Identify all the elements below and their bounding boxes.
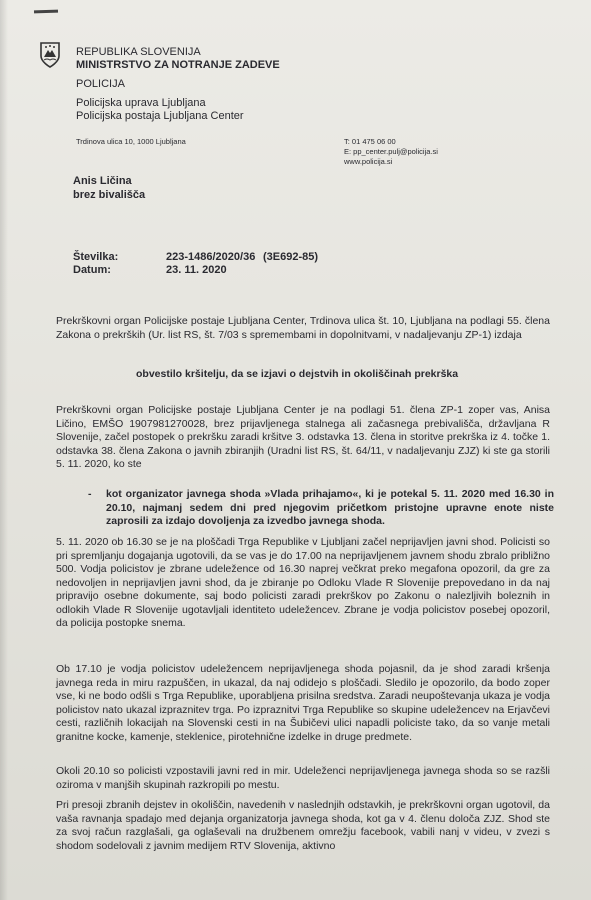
paragraph-assessment: Pri presoji zbranih dejstev in okoliščin, navedenih v naslednjih odstavkih, je prekrškovni organ ugotovil, da vaša ravnanja spadajo med dejanja organizatorja javnega shoda, kot ga v 4. členu določa ZJZ. Shod ste za svoj račun razglašali, ga oglaševali na družbenem omrežju facebook, vabili nanj v videu, v zvezi s shodom sodelovali z javnim medijem RTV Slovenija, aktivno [56,799,550,852]
paragraph-dispersal: Ob 17.10 je vodja policistov udeležencem neprijavljenega shoda pojasnil, da je shod zaradi kršenja javnega reda in miru razpuščen, in ukazal, da naj odidejo s ploščadi. Sledilo je opozorilo, da bodo zoper vse, ki ne bodo odšli s Trga Republike, uporabljena prisilna sredstva. Zaradi neupoštevanja ukaza je vodja policistov nato ukazal izpraznitev trga. Po izpraznitvi Trga Republike so skupine udeležencev na Erjavčevi cesti, različnih lokacijah na Slovenski cesti in na Šubičevi ulici napadli policiste tako, da so vanje metali granitne kocke, kamenje, steklenice, pirotehnične izdelke in druge predmete. [56,663,550,743]
date-value: 23. 11. 2020 [166,264,227,276]
contact-email: E: pp_center.pulj@policija.si [344,147,438,156]
paragraph-events: 5. 11. 2020 ob 16.30 se je na ploščadi Trga Republike v Ljubljani začel neprijavljen javni shod. Policisti so pri spremljanju dogajanja ugotovili, da se vas je do 17.00 na neprijavljenem javnem shodu zbralo približno 500. Vodja policistov je zbrane udeležence od 16.30 naprej večkrat preko megafona opozoril, da gre za nedovoljen in neprijavljen javni shod, da je zbiranje po Odloku Vlade R Slovenije prepovedano in da naj pripravijo osebne dokumente, saj bodo policisti zaradi prekrškov po Zakonu o nalezljivih boleznih in odlokih Vlade R Slovenije ugotavljali identiteto udeležencev. Zbrane je vodja policistov posebej opozoril, da policija postopke snema. [56,536,550,629]
pen-mark [34,10,58,14]
number-code: (3E692-85) [263,251,319,263]
police-name: POLICIJA [76,78,125,90]
recipient-name: Anis Ličina [73,175,132,187]
paragraph-order-restored: Okoli 20.10 so policisti vzpostavili javni red in mir. Udeleženci neprijavljenega javnega shoda so se razšli oziroma v manjših skupinah razkropili po mestu. [56,765,550,791]
paragraph-charge: Prekrškovni organ Policijske postaje Ljubljana Center je na podlagi 51. člena ZP-1 zoper vas, Anisa Ličino, EMŠO 1907981270028, brez prijavljenega stalnega ali začasnega prebivališča, državljana R Slovenije, začel postopek o prekršku zaradi kršitve 3. odstavka 13. člena in storitve prekrška iz 4. točke 1. odstavka 38. člena Zakona o javnih zbiranjih (Uradni list RS, št. 64/11, v nadaljevanju ZJZ) ki ste ga storili 5. 11. 2020, ko ste [56,404,550,470]
document-title: obvestilo kršitelju, da se izjavi o dejstvih in okoliščinah prekrška [136,368,459,380]
page-shadow [0,0,8,900]
republic-name: REPUBLIKA SLOVENIJA [76,46,201,58]
police-station: Policijska postaja Ljubljana Center [76,110,244,122]
date-label: Datum: [73,264,111,276]
number-value: 223-1486/2020/36 [166,251,256,263]
coat-of-arms-icon [40,42,60,68]
ministry-name: MINISTRSTVO ZA NOTRANJE ZADEVE [76,59,280,71]
police-directorate: Policijska uprava Ljubljana [76,97,206,109]
bullet-dash: - [88,488,92,500]
bullet-offence: kot organizator javnega shoda »Vlada prihajamo«, ki je potekal 5. 11. 2020 med 16.30 in 20.10, najmanj sedem dni pred njegovim pričetkom pristojne upravne enote niste zaprosili za izdajo dovoljenja za izvedbo javnega shoda. [106,488,554,527]
number-label: Številka: [73,251,119,263]
intro-paragraph: Prekrškovni organ Policijske postaje Ljubljana Center, Trdinova ulica št. 10, Ljubljana na podlagi 55. člena Zakona o prekrških (Ur. list RS, št. 7/03 s spremembami in dopolnitvami, v nadaljevanju ZP-1) izdaja [56,315,550,341]
recipient-residence: brez bivališča [73,189,146,201]
station-address: Trdinova ulica 10, 1000 Ljubljana [76,137,186,146]
contact-web: www.policija.si [344,157,393,166]
contact-phone: T: 01 475 06 00 [344,137,396,146]
